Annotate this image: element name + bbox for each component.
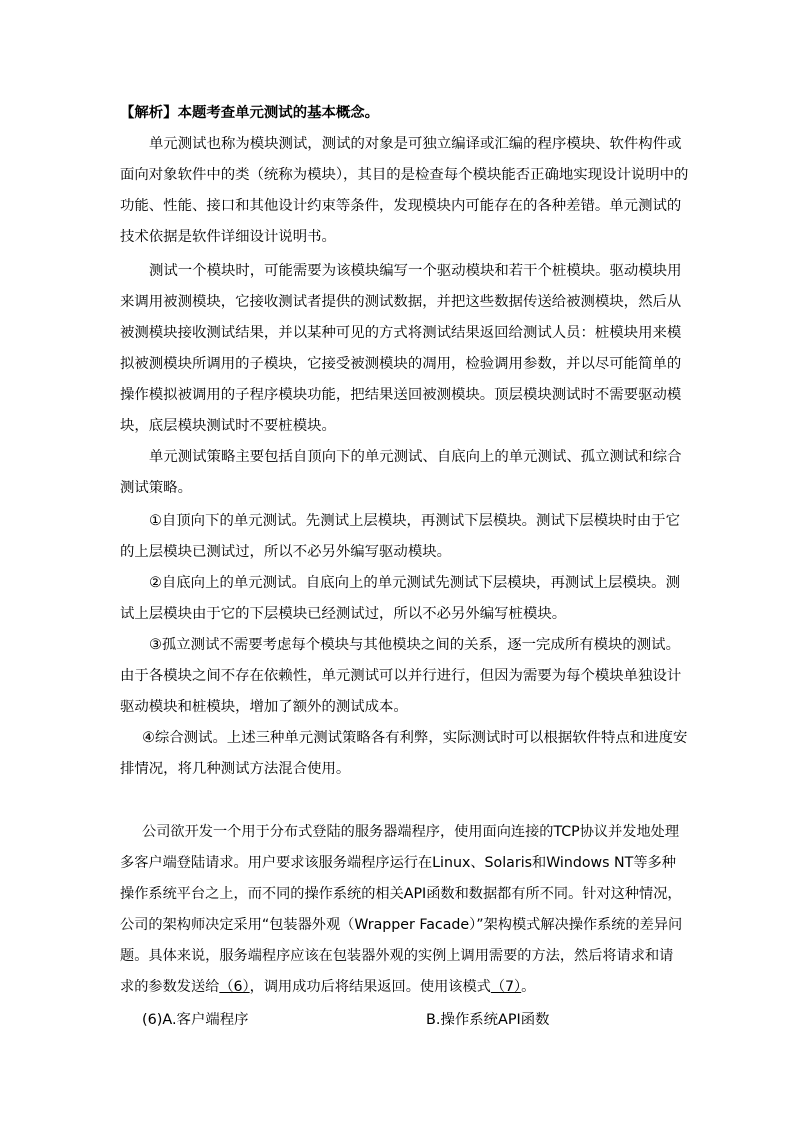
question-line: 操作系统平台之上，而不同的操作系统的相关API函数和数据都有所不同。针对这种情况， [120, 886, 682, 902]
answer-blank-6: （6） [219, 979, 250, 995]
question-line: 公司欲开发一个用于分布式登陆的服务器端程序，使用面向连接的TCP协议并发地处理 [142, 824, 680, 840]
paragraph-line: 操作模拟被调用的子程序模块功能，把结果送回被测模块。顶层模块测试时不需要驱动模 [120, 387, 682, 403]
paragraph-line: 测试一个模块时，可能需要为该模块编写一个驱动模块和若干个桩模块。驱动模块用 [149, 263, 682, 279]
paragraph-line: 技术依据是软件详细设计说明书。 [120, 229, 336, 245]
option-a: (6)A.客户端程序 [142, 1012, 249, 1028]
paragraph-line: 由于各模块之间不存在依赖性，单元测试可以并行进行，但因为需要为每个模块单独设计 [120, 668, 682, 684]
option-b: B.操作系统API函数 [426, 1012, 550, 1028]
question-text: ，调用成功后将结果返回。使用该模式 [249, 979, 491, 995]
paragraph-line: 驱动模块和桩模块，增加了额外的测试成本。 [120, 699, 408, 715]
paragraph-line: 单元测试也称为模块测试，测试的对象是可独立编译或汇编的程序模块、软件构件或 [149, 136, 682, 152]
paragraph-line: 测试策略。 [120, 480, 192, 496]
paragraph-line: ①自顶向下的单元测试。先测试上层模块，再测试下层模块。测试下层模块时由于它 [149, 513, 680, 529]
paragraph-line: 排情况，将几种测试方法混合使用。 [120, 761, 351, 777]
paragraph-line: 单元测试策略主要包括自顶向下的单元测试、自底向上的单元测试、孤立测试和综合 [149, 449, 682, 465]
question-line: 多客户端登陆请求。用户要求该服务端程序运行在Linux、Solaris和Windows NT等多种 [120, 855, 676, 871]
paragraph-line: ④综合测试。上述三种单元测试策略各有利弊，实际测试时可以根据软件特点和进度安 [142, 730, 688, 746]
paragraph-line: 被测模块接收测试结果，并以某种可见的方式将测试结果返回给测试人员：桩模块用来模 [120, 325, 682, 341]
question-text: 。 [521, 979, 536, 995]
paragraph-line: 来调用被测模块，它接收测试者提供的测试数据，并把这些数据传送给被测模块，然后从 [120, 294, 682, 310]
question-last-line [120, 978, 535, 996]
paragraph-line: ③孤立测试不需要考虑每个模块与其他模块之间的关系，逐一完成所有模块的测试。 [149, 637, 680, 653]
paragraph-line: 块，底层模块测试时不要桩模块。 [120, 418, 336, 434]
paragraph-line: 功能、性能、接口和其他设计约束等条件，发现模块内可能存在的各种差错。单元测试的 [120, 198, 682, 214]
paragraph-line: 面向对象软件中的类（统称为模块），其目的是检查每个模块能否正确地实现设计说明中的 [120, 167, 689, 183]
question-text: 求的参数发送给 [120, 979, 220, 995]
paragraph-line: 拟被测模块所调用的子模块，它接受被测模块的凋用，检验调用参数，并以尽可能简单的 [120, 356, 682, 372]
paragraph-line: 试上层模块由于它的下层模块已经测试过，所以不必另外编写桩模块。 [120, 606, 567, 622]
paragraph-line: 的上层模块已测试过，所以不必另外编写驱动模块。 [120, 544, 451, 560]
answer-blank-7: （7） [490, 979, 522, 995]
question-line: 题。具体来说，服务端程序应该在包装器外观的实例上调用需要的方法，然后将请求和请 [120, 948, 674, 964]
paragraph-line: ②自底向上的单元测试。自底向上的单元测试先测试下层模块，再测试上层模块。测 [149, 575, 680, 591]
analysis-heading: 【解析】本题考查单元测试的基本概念。 [120, 105, 380, 121]
question-line: 公司的架构师决定采用“包装器外观（Wrapper Facade）”架构模式解决操作系统的差异问 [120, 917, 683, 933]
